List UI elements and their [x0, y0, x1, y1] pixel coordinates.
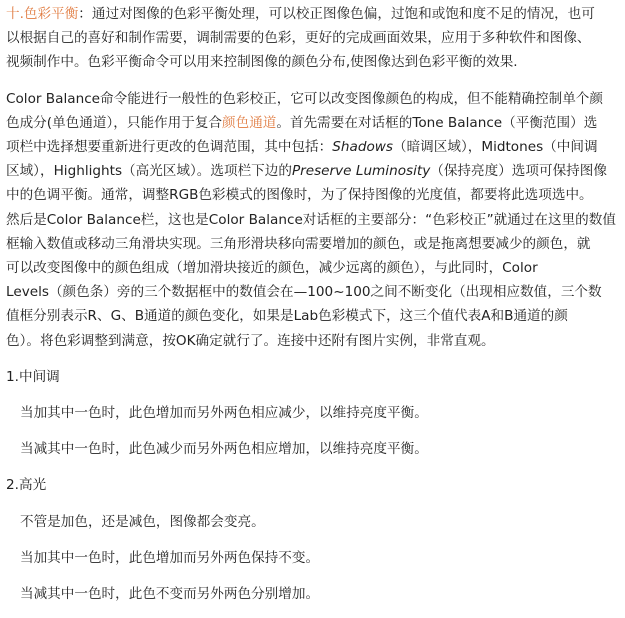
body-text: 。首先需要在对话框的Tone Balance（平衡范围）选 — [276, 114, 598, 131]
body-text: 色成分(单色通道），只能作用于复合 — [6, 114, 223, 131]
shadows-term: Shadows — [332, 139, 393, 156]
body-text: 区域），Highlights（高光区域）。选项栏下边的 — [6, 163, 292, 180]
intro-paragraph — [6, 2, 621, 75]
article-body — [6, 2, 621, 618]
body-text: 然后是Color Balance栏，这也是Color Balance对话框的主要部分：“色彩校正”就通过在这里的数值 — [6, 211, 616, 228]
body-text: 中的色调平衡。通常，调整RGB色彩模式的图像时，为了保持图像的光度值，都要将此选项选中。 — [6, 187, 593, 204]
highlights-heading: 2.高光 — [6, 477, 47, 494]
list-item: 当减其中一色时，此色减少而另外两色相应增加，以维持亮度平衡。 — [20, 441, 428, 458]
preserve-luminosity-term: Preserve Luminosity — [291, 163, 431, 180]
body-text: 框输入数值或移动三角滑块实现。三角形滑块移向需要增加的颜色，或是拖离想要减少的颜色，就 — [6, 235, 591, 252]
body-text: 色）。将色彩调整到满意，按OK确定就行了。连接中还附有图片实例，非常直观。 — [6, 332, 495, 349]
body-text: （暗调区域），Midtones（中间调 — [392, 139, 598, 156]
midtones-heading: 1.中间调 — [6, 368, 60, 385]
body-text: Levels（颜色条）旁的三个数据框中的数值会在—100~100之间不断变化（出现相应数值，三个数 — [6, 284, 602, 301]
body-text: Color Balance命令能进行一般性的色彩校正，它可以改变图像颜色的构成，但不能精确控制单个颜 — [6, 90, 603, 107]
list-item: 当减其中一色时，此色不变而另外两色分别增加。 — [20, 586, 320, 603]
intro-text: 以根据自己的喜好和制作需要，调制需要的色彩，更好的完成画面效果，应用于多种软件和图像、 — [6, 30, 591, 47]
color-balance-paragraph — [6, 87, 621, 353]
color-channel-link[interactable]: 颜色通道 — [222, 114, 277, 131]
section-title-link[interactable]: 十.色彩平衡 — [6, 6, 79, 22]
body-text: 值框分别表示R、G、B通道的颜色变化，如果是Lab色彩模式下，这三个值代表A和B通道的颜 — [6, 308, 568, 325]
list-item: 当加其中一色时，此色增加而另外两色保持不变。 — [20, 549, 320, 566]
list-item: 不管是加色，还是减色，图像都会变亮。 — [20, 513, 265, 530]
body-text: （保持亮度）选项可保持图像 — [430, 163, 607, 180]
list-item: 当加其中一色时，此色增加而另外两色相应减少，以维持亮度平衡。 — [20, 405, 428, 422]
body-text: 项栏中选择想要重新进行更改的色调范围，其中包括： — [6, 139, 333, 156]
intro-text: ：通过对图像的色彩平衡处理，可以校正图像色偏，过饱和或饱和度不足的情况，也可 — [78, 6, 595, 22]
intro-text: 视频制作中。色彩平衡命令可以用来控制图像的颜色分布,使图像达到色彩平衡的效果. — [6, 54, 518, 71]
body-text: 可以改变图像中的颜色组成（增加滑块接近的颜色，减少远离的颜色），与此同时，Color — [6, 260, 538, 277]
